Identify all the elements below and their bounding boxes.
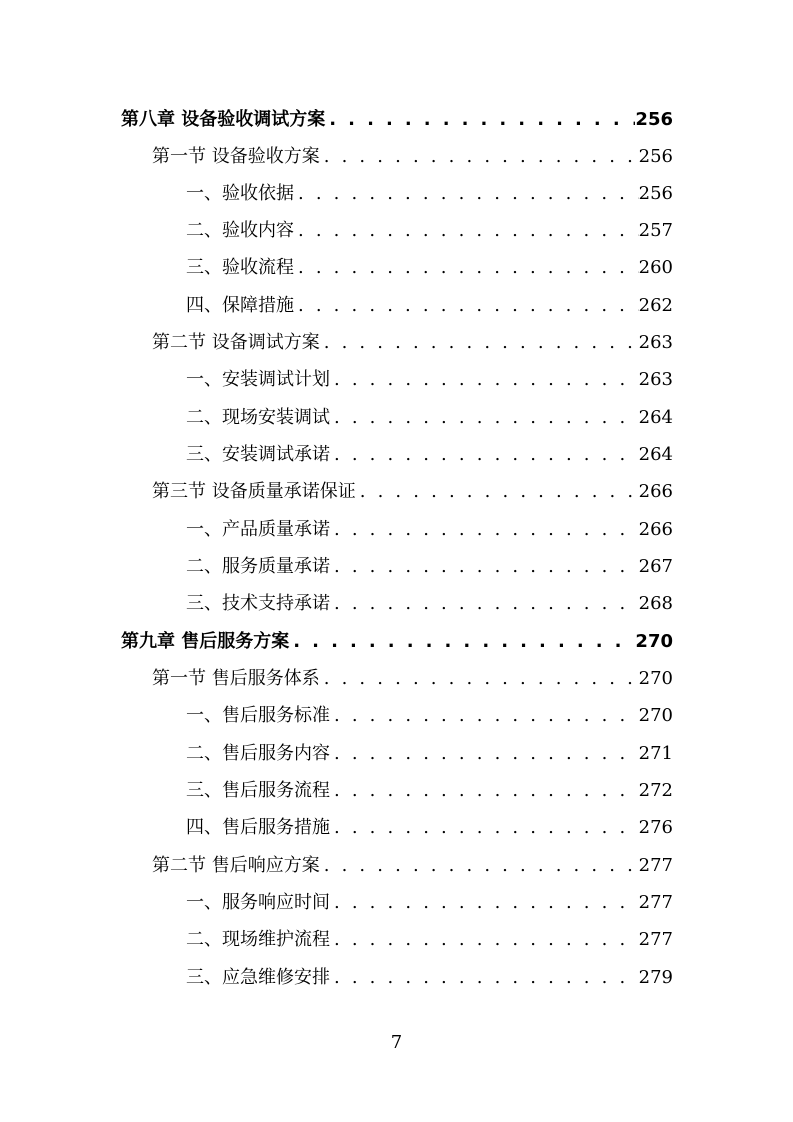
toc-entry-subsection[interactable] [186, 216, 673, 246]
toc-leader-dots [330, 925, 639, 955]
toc-entry-page: 267 [638, 556, 673, 577]
toc-entry-chapter[interactable] [121, 105, 673, 135]
toc-entry-page: 279 [638, 967, 673, 988]
toc-leader-dots [320, 851, 639, 881]
toc-entry-page: 264 [638, 407, 673, 428]
toc-entry-label: 一、产品质量承诺 [186, 519, 330, 540]
toc-leader-dots [330, 776, 639, 806]
toc-entry-label: 二、售后服务内容 [186, 743, 330, 764]
toc-entry-subsection[interactable] [186, 515, 673, 545]
toc-entry-page: 277 [638, 892, 673, 913]
toc-entry-subsection[interactable] [186, 291, 673, 321]
toc-entry-page: 256 [638, 183, 673, 204]
toc-entry-subsection[interactable] [186, 440, 673, 470]
toc-entry-subsection[interactable] [186, 925, 673, 955]
toc-leader-dots [330, 888, 639, 918]
toc-entry-label: 二、验收内容 [186, 220, 294, 241]
toc-leader-dots [330, 440, 639, 470]
toc-leader-dots [330, 701, 639, 731]
toc-entry-label: 第九章 售后服务方案 [121, 631, 290, 652]
toc-entry-page: 262 [638, 295, 673, 316]
toc-entry-label: 一、验收依据 [186, 183, 294, 204]
toc-entry-page: 263 [638, 369, 673, 390]
toc-entry-label: 三、验收流程 [186, 257, 294, 278]
toc-entry-page: 264 [638, 444, 673, 465]
toc-entry-page: 257 [638, 220, 673, 241]
toc-entry-label: 一、售后服务标准 [186, 705, 330, 726]
toc-entry-section[interactable] [152, 142, 673, 172]
toc-leader-dots [320, 142, 639, 172]
toc-leader-dots [294, 179, 639, 209]
toc-entry-page: 277 [638, 855, 673, 876]
toc-entry-subsection[interactable] [186, 253, 673, 283]
toc-entry-page: 272 [638, 780, 673, 801]
toc-leader-dots [330, 963, 639, 993]
toc-entry-page: 271 [638, 743, 673, 764]
toc-entry-subsection[interactable] [186, 739, 673, 769]
toc-entry-label: 二、服务质量承诺 [186, 556, 330, 577]
toc-entry-page: 268 [638, 593, 673, 614]
toc-entry-subsection[interactable] [186, 179, 673, 209]
toc-leader-dots [289, 627, 635, 657]
toc-entry-subsection[interactable] [186, 403, 673, 433]
toc-entry-subsection[interactable] [186, 776, 673, 806]
toc-leader-dots [356, 477, 639, 507]
toc-entry-label: 二、现场维护流程 [186, 929, 330, 950]
toc-entry-label: 第八章 设备验收调试方案 [121, 109, 326, 130]
toc-leader-dots [330, 739, 639, 769]
toc-entry-subsection[interactable] [186, 701, 673, 731]
toc-leader-dots [294, 216, 639, 246]
toc-leader-dots [320, 328, 639, 358]
toc-leader-dots [294, 291, 639, 321]
toc-entry-page: 270 [635, 631, 673, 652]
toc-entry-label: 三、售后服务流程 [186, 780, 330, 801]
toc-entry-label: 一、服务响应时间 [186, 892, 330, 913]
toc-entry-page: 256 [638, 146, 673, 167]
toc-entry-label: 一、安装调试计划 [186, 369, 330, 390]
toc-entry-chapter[interactable] [121, 627, 673, 657]
toc-entry-page: 266 [638, 519, 673, 540]
toc-entry-subsection[interactable] [186, 813, 673, 843]
toc-entry-section[interactable] [152, 851, 673, 881]
toc-entry-label: 二、现场安装调试 [186, 407, 330, 428]
toc-entry-page: 263 [638, 332, 673, 353]
toc-entry-section[interactable] [152, 328, 673, 358]
toc-leader-dots [330, 589, 639, 619]
toc-entry-label: 三、技术支持承诺 [186, 593, 330, 614]
footer-page-number: 7 [390, 1032, 403, 1053]
toc-entry-page: 256 [635, 109, 673, 130]
toc-entry-subsection[interactable] [186, 552, 673, 582]
toc-entry-page: 260 [638, 257, 673, 278]
toc-entry-page: 270 [638, 705, 673, 726]
toc-entry-page: 270 [638, 668, 673, 689]
toc-leader-dots [330, 813, 639, 843]
toc-entry-page: 276 [638, 817, 673, 838]
toc-entry-label: 三、应急维修安排 [186, 967, 330, 988]
toc-entry-label: 第二节 设备调试方案 [152, 332, 320, 353]
toc-leader-dots [325, 105, 635, 135]
toc-entry-label: 四、保障措施 [186, 295, 294, 316]
toc-entry-section[interactable] [152, 477, 673, 507]
toc-leader-dots [330, 515, 639, 545]
toc-entry-subsection[interactable] [186, 963, 673, 993]
toc-leader-dots [294, 253, 639, 283]
toc-entry-label: 第二节 售后响应方案 [152, 855, 320, 876]
toc-entry-label: 第三节 设备质量承诺保证 [152, 481, 356, 502]
toc-leader-dots [330, 365, 639, 395]
toc-entry-label: 四、售后服务措施 [186, 817, 330, 838]
toc-entry-subsection[interactable] [186, 888, 673, 918]
toc-leader-dots [330, 552, 639, 582]
toc-leader-dots [320, 664, 639, 694]
toc-entry-label: 第一节 售后服务体系 [152, 668, 320, 689]
toc-entry-label: 第一节 设备验收方案 [152, 146, 320, 167]
toc-entry-page: 266 [638, 481, 673, 502]
toc-entry-subsection[interactable] [186, 589, 673, 619]
toc-entry-section[interactable] [152, 664, 673, 694]
toc-entry-label: 三、安装调试承诺 [186, 444, 330, 465]
toc-entry-page: 277 [638, 929, 673, 950]
toc-entry-subsection[interactable] [186, 365, 673, 395]
toc-leader-dots [330, 403, 639, 433]
